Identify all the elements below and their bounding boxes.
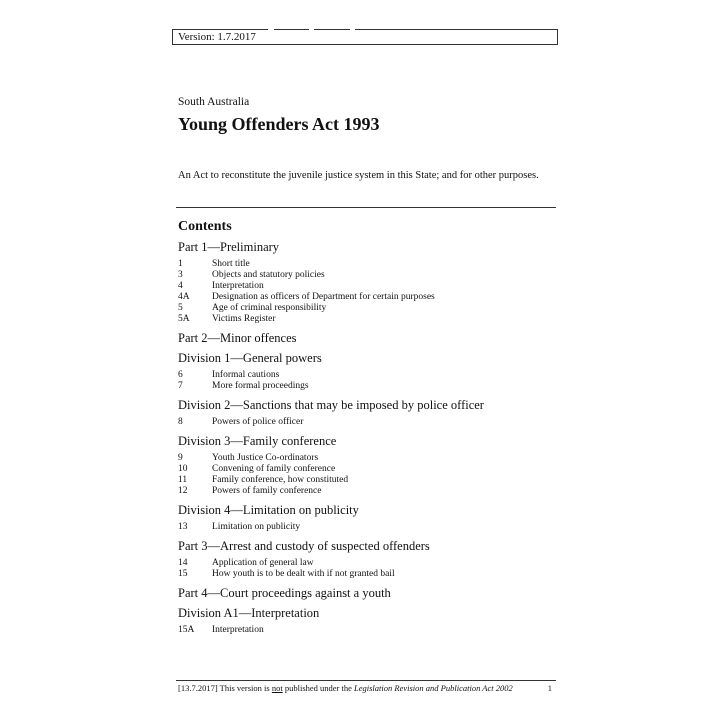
- toc-heading: Part 2—Minor offences: [178, 331, 297, 345]
- toc-entry-title: Informal cautions: [212, 370, 280, 380]
- footer-text-before: This version is: [219, 683, 272, 693]
- state-label: South Australia: [178, 96, 250, 108]
- toc-entry-title: Age of criminal responsibility: [212, 303, 327, 313]
- toc-heading: Division 1—General powers: [178, 351, 322, 365]
- toc-entry-title: Youth Justice Co-ordinators: [212, 453, 319, 463]
- toc-entry-number: 13: [178, 522, 188, 532]
- toc-entry[interactable]: [178, 381, 556, 392]
- toc-heading: Part 4—Court proceedings against a youth: [178, 586, 391, 600]
- toc-entry-group: [178, 417, 556, 428]
- toc-entry-number: 7: [178, 381, 183, 391]
- toc-entry-number: 15A: [178, 625, 195, 635]
- footer-text-middle: published under the: [282, 683, 355, 693]
- toc-entry-title: Objects and statutory policies: [212, 270, 325, 280]
- toc-entry[interactable]: [178, 522, 556, 533]
- toc-entry-group: [178, 259, 556, 325]
- bottom-divider: [176, 680, 556, 681]
- toc-entry-number: 11: [178, 475, 188, 485]
- toc-entry-title: Powers of family conference: [212, 486, 322, 496]
- toc-entry-number: 15: [178, 569, 188, 579]
- toc-entry[interactable]: [178, 292, 556, 303]
- toc-entry[interactable]: [178, 314, 556, 325]
- toc-entry-title: Family conference, how constituted: [212, 475, 349, 485]
- toc-heading: Division 2—Sanctions that may be imposed by police officer: [178, 398, 484, 412]
- page-number: 1: [547, 683, 552, 693]
- toc-entry[interactable]: [178, 486, 556, 497]
- toc-entry-title: Interpretation: [212, 281, 264, 291]
- table-of-contents: [178, 239, 556, 641]
- toc-entry-title: Victims Register: [212, 314, 276, 324]
- toc-entry-title: Designation as officers of Department for certain purposes: [212, 292, 435, 302]
- toc-entry[interactable]: [178, 303, 556, 314]
- footer-date: [13.7.2017]: [178, 683, 218, 693]
- version-label: Version: 1.7.2017: [178, 31, 256, 43]
- footer-emphasis: not: [271, 683, 283, 693]
- toc-entry[interactable]: [178, 417, 556, 428]
- toc-entry[interactable]: [178, 370, 556, 381]
- toc-entry[interactable]: [178, 453, 556, 464]
- toc-entry-number: 4A: [178, 292, 190, 302]
- toc-entry-number: 4: [178, 281, 183, 291]
- toc-entry-group: [178, 522, 556, 533]
- toc-entry-number: 12: [178, 486, 188, 496]
- toc-entry-title: More formal proceedings: [212, 381, 309, 391]
- toc-entry[interactable]: [178, 475, 556, 486]
- toc-entry-group: [178, 370, 556, 392]
- toc-entry-title: Powers of police officer: [212, 417, 304, 427]
- toc-entry-title: Short title: [212, 259, 250, 269]
- toc-entry-number: 9: [178, 453, 183, 463]
- toc-entry-number: 5A: [178, 314, 190, 324]
- toc-entry-title: Convening of family conference: [212, 464, 336, 474]
- toc-entry[interactable]: [178, 625, 556, 636]
- footer-act-name: Legislation Revision and Publication Act 2002: [354, 683, 513, 693]
- toc-entry-number: 3: [178, 270, 183, 280]
- contents-heading: Contents: [178, 219, 232, 234]
- version-box: [172, 29, 558, 45]
- long-title: An Act to reconstitute the juvenile justice system in this State; and for other purposes.: [178, 170, 539, 181]
- toc-heading: Part 1—Preliminary: [178, 240, 280, 254]
- toc-heading: Division A1—Interpretation: [178, 606, 320, 620]
- top-divider: [176, 207, 556, 208]
- toc-entry-group: [178, 558, 556, 580]
- toc-entry[interactable]: [178, 569, 556, 580]
- toc-entry-title: Limitation on publicity: [212, 522, 301, 532]
- toc-entry-title: Interpretation: [212, 625, 264, 635]
- toc-entry-group: [178, 625, 556, 636]
- toc-entry[interactable]: [178, 558, 556, 569]
- toc-entry[interactable]: [178, 281, 556, 292]
- toc-entry-group: [178, 453, 556, 497]
- toc-entry-number: 6: [178, 370, 183, 380]
- toc-heading: Division 3—Family conference: [178, 434, 337, 448]
- toc-entry-title: How youth is to be dealt with if not granted bail: [212, 569, 395, 579]
- toc-entry[interactable]: [178, 270, 556, 281]
- toc-entry-number: 1: [178, 259, 183, 269]
- toc-entry[interactable]: [178, 464, 556, 475]
- toc-entry-number: 8: [178, 417, 183, 427]
- toc-heading: Part 3—Arrest and custody of suspected offenders: [178, 539, 430, 553]
- toc-entry-number: 14: [178, 558, 188, 568]
- toc-entry-title: Application of general law: [212, 558, 314, 568]
- toc-entry[interactable]: [178, 259, 556, 270]
- act-title: Young Offenders Act 1993: [178, 114, 380, 134]
- toc-heading: Division 4—Limitation on publicity: [178, 503, 359, 517]
- toc-entry-number: 10: [178, 464, 188, 474]
- page-footer: [178, 683, 556, 693]
- toc-entry-number: 5: [178, 303, 183, 313]
